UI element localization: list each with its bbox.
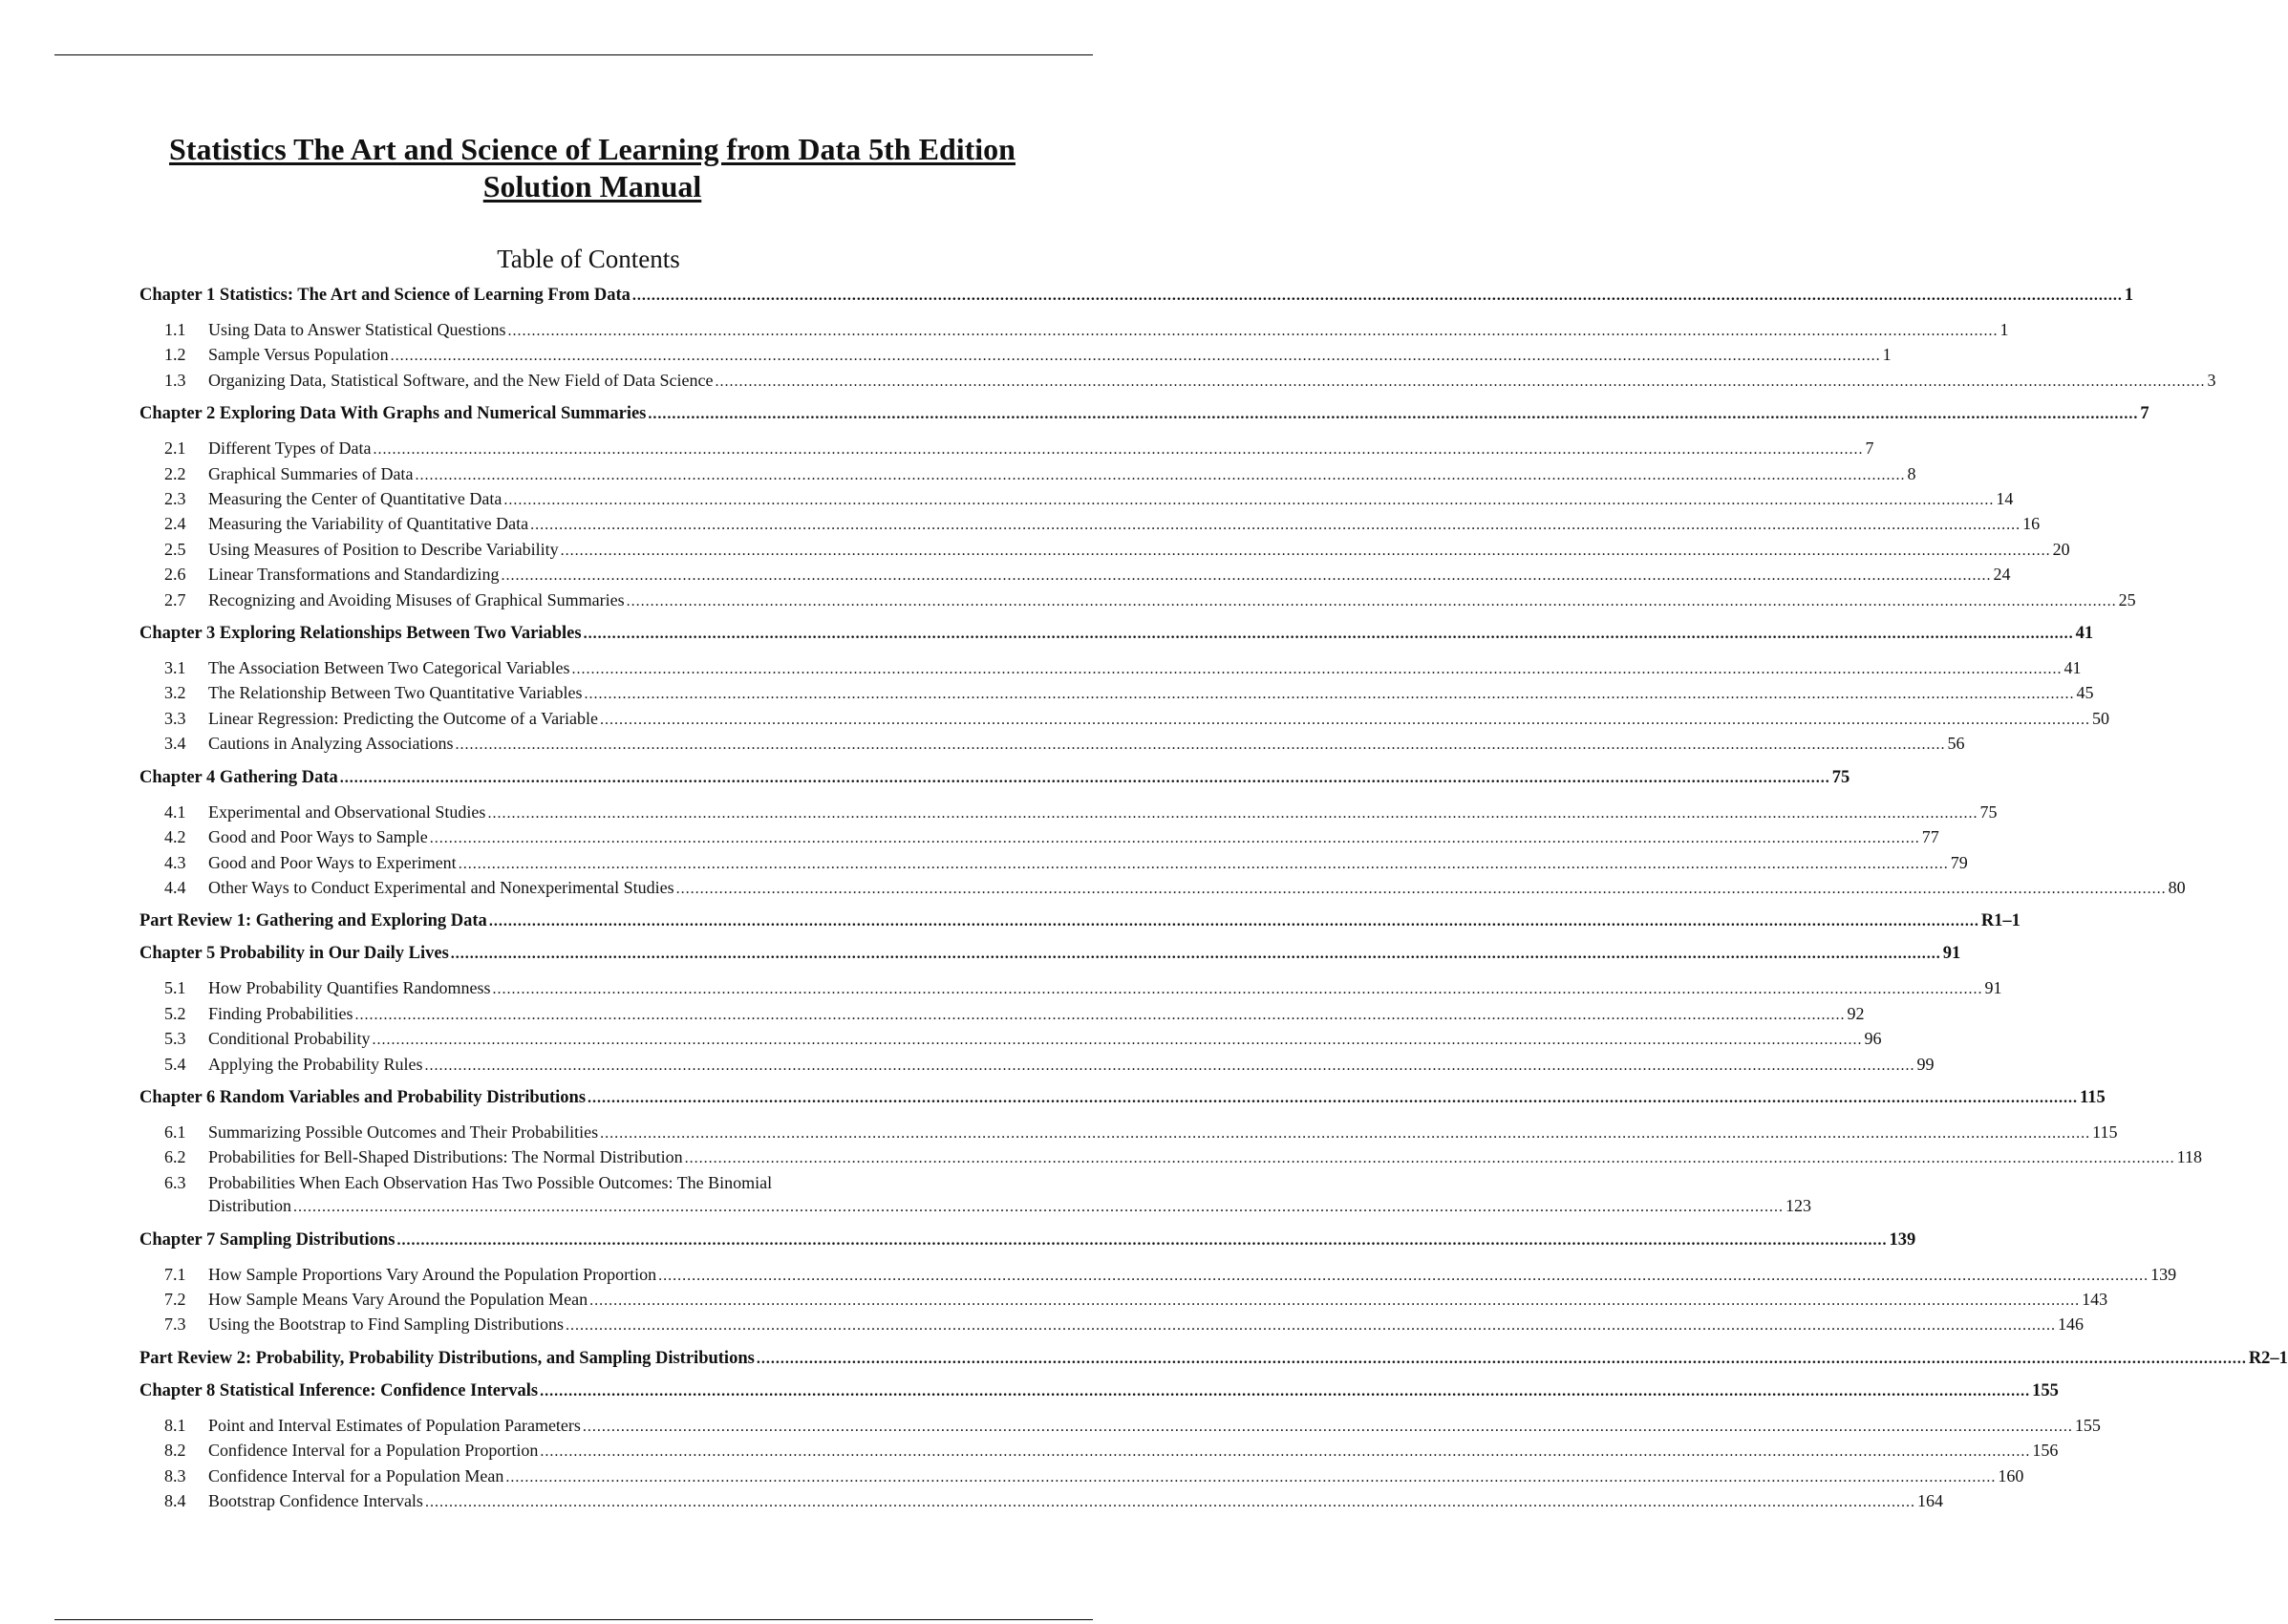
section-number: 8.4 [164, 1491, 186, 1510]
section-number: 1.3 [164, 370, 186, 390]
toc-chapter-7[interactable] [139, 1229, 1916, 1252]
toc-page-number: 75 [1979, 801, 1998, 822]
toc-section-2-5[interactable] [139, 538, 2070, 563]
toc-section-2-3[interactable] [139, 487, 2014, 512]
toc-section-2-6[interactable] [139, 563, 2011, 588]
toc-chapter-1[interactable] [139, 284, 2134, 308]
toc-entry-title: Chapter 1 Statistics: The Art and Science of Learning From Data [139, 286, 631, 305]
toc-page-number: 50 [2092, 708, 2110, 728]
toc-heading: Table of Contents [497, 245, 680, 273]
dot-leader [391, 345, 1881, 368]
toc-entry-title: Good and Poor Ways to Experiment [208, 852, 457, 872]
toc-section-2-1[interactable] [139, 437, 1874, 461]
toc-page-number: 56 [1947, 734, 1965, 754]
toc-entry-title: The Association Between Two Categorical Variables [208, 658, 570, 678]
section-number: 4.4 [164, 877, 186, 897]
dot-leader [425, 1491, 1915, 1514]
toc-page-number: 41 [2063, 658, 2082, 678]
dot-leader [627, 590, 2117, 613]
toc-entry-title: Using Data to Answer Statistical Questions [208, 320, 506, 339]
toc-page-number: 75 [1831, 767, 1850, 787]
title-line-1: Statistics The Art and Science of Learning from Data 5th Edition [169, 132, 1016, 166]
toc-entry-title: Probabilities for Bell-Shaped Distributions: The Normal Distribution [208, 1147, 683, 1167]
dot-leader [530, 514, 2021, 537]
section-number: 1.1 [164, 320, 186, 339]
dot-leader [425, 1055, 1915, 1078]
toc-chapter-5[interactable] [139, 942, 1961, 966]
toc-entry-title: Sample Versus Population [208, 345, 389, 365]
dot-leader [600, 1122, 2090, 1145]
dot-leader [658, 1265, 2149, 1288]
toc-section-5-1[interactable] [139, 976, 2002, 1001]
dot-leader [451, 943, 1941, 966]
toc-entry-title: Part Review 2: Probability, Probability Distributions, and Sampling Distributions [139, 1348, 755, 1368]
toc-page-number: R1–1 [1980, 911, 2021, 931]
toc-entry-title: Point and Interval Estimates of Population Parameters [208, 1415, 581, 1435]
dot-leader [430, 827, 1920, 850]
toc-entry-title: Finding Probabilities [208, 1003, 353, 1023]
section-number: 1.2 [164, 345, 186, 365]
toc-page-number: 8 [1907, 463, 1916, 483]
toc-section-1-1[interactable] [139, 318, 2009, 343]
toc-section-3-2[interactable] [139, 681, 2094, 706]
section-number: 4.2 [164, 827, 186, 847]
section-number: 3.3 [164, 708, 186, 728]
toc-entry-title: Chapter 3 Exploring Relationships Between Two Variables [139, 624, 582, 644]
toc-section-3-3[interactable] [139, 707, 2110, 732]
toc-entry-title: Using Measures of Position to Describe Variability [208, 539, 559, 559]
toc-section-4-1[interactable] [139, 801, 1998, 825]
toc-page-number: 92 [1847, 1003, 1865, 1023]
toc-page-number: 143 [2082, 1289, 2108, 1309]
toc-section-6-1[interactable] [139, 1121, 2118, 1145]
toc-entry-title: Using the Bootstrap to Find Sampling Distributions [208, 1314, 565, 1335]
toc-entry-title: Graphical Summaries of Data [208, 463, 414, 483]
toc-part-review-1[interactable] [139, 909, 2021, 933]
toc-chapter-3[interactable] [139, 622, 2094, 646]
dot-leader [584, 623, 2074, 646]
toc-entry-title: Conditional Probability [208, 1029, 371, 1049]
toc-section-4-4[interactable] [139, 876, 2186, 901]
dot-leader [373, 1029, 1863, 1052]
toc-page-number: 20 [2052, 539, 2070, 559]
section-number: 4.3 [164, 852, 186, 872]
toc-page-number: 14 [1996, 489, 2014, 509]
top-rule [54, 54, 1093, 55]
toc-page-number: 160 [1998, 1465, 2024, 1485]
toc-entry-title-line-2: Distribution [208, 1196, 292, 1216]
toc-section-8-3[interactable] [139, 1464, 2024, 1489]
toc-entry-title: Chapter 2 Exploring Data With Graphs and Numerical Summaries [139, 404, 647, 424]
toc-entry-title: Good and Poor Ways to Sample [208, 827, 428, 847]
toc-entry-title: Linear Transformations and Standardizing [208, 565, 500, 585]
toc-entry-title: Experimental and Observational Studies [208, 801, 486, 822]
toc-entry-title: Chapter 7 Sampling Distributions [139, 1229, 396, 1250]
toc-page-number: 80 [2168, 877, 2186, 897]
toc-page-number: 25 [2118, 589, 2136, 609]
toc-page-number: 7 [1865, 438, 1874, 459]
toc-page-number: 139 [1889, 1229, 1916, 1250]
document-title [153, 131, 1032, 205]
toc-entry-title: Summarizing Possible Outcomes and Their Probabilities [208, 1122, 599, 1142]
toc-page-number: 41 [2075, 624, 2094, 644]
toc-entry-title: Chapter 4 Gathering Data [139, 767, 338, 787]
toc-entry-title: Chapter 8 Statistical Inference: Confidence Intervals [139, 1380, 539, 1400]
section-number: 6.2 [164, 1147, 186, 1167]
dot-leader [632, 285, 2123, 308]
dot-leader [293, 1196, 1784, 1219]
toc-section-1-3[interactable] [139, 369, 2216, 394]
section-number: 3.4 [164, 734, 186, 754]
toc-page-number: 16 [2022, 514, 2041, 534]
toc-section-7-3[interactable] [139, 1313, 2085, 1337]
toc-page-number: 115 [2080, 1087, 2106, 1107]
toc-entry-title: How Probability Quantifies Randomness [208, 978, 491, 998]
dot-leader [507, 320, 1998, 343]
toc-entry-title: Organizing Data, Statistical Software, and the New Field of Data Science [208, 370, 714, 390]
toc-entry-title: Chapter 5 Probability in Our Daily Lives [139, 944, 449, 964]
toc-section-7-2[interactable] [139, 1288, 2108, 1313]
toc-section-5-3[interactable] [139, 1027, 1882, 1052]
dot-leader [415, 464, 1905, 487]
dot-leader [456, 734, 1946, 757]
dot-leader [571, 658, 2062, 681]
toc-entry-title: Part Review 1: Gathering and Exploring Data [139, 911, 487, 931]
dot-leader [396, 1229, 1887, 1252]
toc-page-number: 1 [1999, 320, 2009, 339]
toc-page-number: 146 [2058, 1314, 2085, 1335]
dot-leader [505, 1466, 1996, 1489]
toc-page-number: 155 [2074, 1415, 2101, 1435]
toc-section-2-7[interactable] [139, 588, 2136, 613]
dot-leader [676, 878, 2167, 901]
toc-entry-title: Recognizing and Avoiding Misuses of Graphical Summaries [208, 589, 625, 609]
title-line-2: Solution Manual [482, 169, 702, 203]
section-number: 6.1 [164, 1122, 186, 1142]
dot-leader [503, 489, 1994, 512]
toc-page-number: 24 [1993, 565, 2011, 585]
toc-page-number: 7 [2140, 404, 2149, 424]
toc-entry-title: How Sample Proportions Vary Around the Population Proportion [208, 1264, 657, 1284]
toc-entry-title: Bootstrap Confidence Intervals [208, 1491, 423, 1510]
dot-leader [374, 438, 1864, 461]
section-number: 3.1 [164, 658, 186, 678]
section-number: 8.1 [164, 1415, 186, 1435]
section-number: 5.3 [164, 1029, 186, 1049]
section-number: 6.3 [164, 1172, 186, 1192]
dot-leader [566, 1314, 2056, 1337]
toc-entry-title: Confidence Interval for a Population Mean [208, 1465, 504, 1485]
toc-entry-title: Measuring the Center of Quantitative Data [208, 489, 503, 509]
dot-leader [716, 371, 2206, 394]
toc-page-number: 1 [2124, 286, 2134, 305]
toc-entry-title: Other Ways to Conduct Experimental and Nonexperimental Studies [208, 877, 674, 897]
toc-page-number: 79 [1950, 852, 1968, 872]
dot-leader [501, 565, 1991, 588]
section-number: 3.2 [164, 683, 186, 703]
dot-leader [685, 1147, 2175, 1170]
toc-section-2-4[interactable] [139, 512, 2041, 537]
toc-entry-title: Applying the Probability Rules [208, 1054, 423, 1074]
dot-leader [492, 978, 1982, 1001]
toc-entry-title: Chapter 6 Random Variables and Probability Distributions [139, 1087, 587, 1107]
dot-leader [589, 1290, 2080, 1313]
toc-page-number: 164 [1916, 1491, 1943, 1510]
toc-section-6-3[interactable] [139, 1171, 1812, 1220]
toc-entry-title: Different Types of Data [208, 438, 372, 459]
section-number: 2.3 [164, 489, 186, 509]
dot-leader [489, 910, 1979, 933]
toc-section-8-4[interactable] [139, 1489, 1943, 1514]
section-number: 4.1 [164, 801, 186, 822]
toc-section-6-2[interactable] [139, 1145, 2202, 1170]
toc-chapter-8[interactable] [139, 1379, 2059, 1403]
dot-leader [561, 540, 2051, 563]
toc-entry-title: The Relationship Between Two Quantitative Variables [208, 683, 583, 703]
toc-section-5-2[interactable] [139, 1002, 1865, 1027]
dot-leader [340, 767, 1830, 790]
section-number: 7.1 [164, 1264, 186, 1284]
toc-section-5-4[interactable] [139, 1053, 1935, 1078]
toc-section-8-2[interactable] [139, 1439, 2059, 1464]
section-number: 2.5 [164, 539, 186, 559]
toc-section-8-1[interactable] [139, 1414, 2101, 1439]
toc-page-number: 156 [2032, 1441, 2059, 1461]
section-number: 7.3 [164, 1314, 186, 1335]
toc-entry-title: How Sample Means Vary Around the Population Mean [208, 1289, 588, 1309]
toc-chapter-4[interactable] [139, 766, 1850, 790]
section-number: 2.1 [164, 438, 186, 459]
section-number: 8.3 [164, 1465, 186, 1485]
dot-leader [648, 403, 2138, 426]
toc-section-2-2[interactable] [139, 462, 1916, 487]
section-number: 5.1 [164, 978, 186, 998]
dot-leader [584, 683, 2074, 706]
toc-page-number: 91 [1984, 978, 2002, 998]
dot-leader [540, 1380, 2030, 1403]
toc-page-number: 45 [2076, 683, 2094, 703]
section-number: 7.2 [164, 1289, 186, 1309]
section-number: 2.4 [164, 514, 186, 534]
dot-leader [355, 1004, 1846, 1027]
toc-entry-title: Measuring the Variability of Quantitative Data [208, 514, 529, 534]
dot-leader [757, 1348, 2247, 1371]
toc-page-number: 139 [2150, 1264, 2177, 1284]
toc-part-review-2[interactable] [139, 1347, 2288, 1371]
bottom-rule [54, 1619, 1093, 1620]
toc-section-4-3[interactable] [139, 851, 1968, 876]
toc-page-number: 91 [1942, 944, 1961, 964]
dot-leader [459, 853, 1949, 876]
toc-entry-title: Linear Regression: Predicting the Outcome of a Variable [208, 708, 599, 728]
toc-entry-title: Confidence Interval for a Population Proportion [208, 1441, 539, 1461]
dot-leader [583, 1416, 2073, 1439]
table-of-contents [139, 284, 2288, 1514]
toc-section-3-4[interactable] [139, 732, 1965, 757]
dot-leader [487, 802, 1978, 825]
toc-page-number: R2–1 [2248, 1348, 2288, 1368]
toc-page-number: 155 [2032, 1380, 2059, 1400]
section-number: 2.7 [164, 589, 186, 609]
section-number: 8.2 [164, 1441, 186, 1461]
toc-page-number: 99 [1916, 1054, 1935, 1074]
toc-page-number: 118 [2176, 1147, 2202, 1167]
dot-leader [600, 709, 2090, 732]
toc-entry-title-line-1: Probabilities When Each Observation Has Two Possible Outcomes: The Binomial [208, 1172, 773, 1192]
toc-section-7-1[interactable] [139, 1263, 2177, 1288]
dot-leader [540, 1441, 2030, 1464]
toc-section-4-2[interactable] [139, 825, 1939, 850]
toc-section-3-1[interactable] [139, 656, 2082, 681]
section-number: 5.4 [164, 1054, 186, 1074]
toc-page-number: 1 [1882, 345, 1892, 365]
toc-page-number: 3 [2207, 370, 2216, 390]
toc-page-number: 96 [1864, 1029, 1882, 1049]
toc-page-number: 77 [1921, 827, 1939, 847]
toc-page-number: 123 [1785, 1196, 1812, 1216]
toc-chapter-6[interactable] [139, 1086, 2106, 1110]
toc-section-1-2[interactable] [139, 343, 1892, 368]
toc-page-number: 115 [2092, 1122, 2118, 1142]
section-number: 2.2 [164, 463, 186, 483]
toc-entry-title: Cautions in Analyzing Associations [208, 734, 454, 754]
section-number: 5.2 [164, 1003, 186, 1023]
section-number: 2.6 [164, 565, 186, 585]
toc-chapter-2[interactable] [139, 402, 2149, 426]
dot-leader [588, 1087, 2078, 1110]
